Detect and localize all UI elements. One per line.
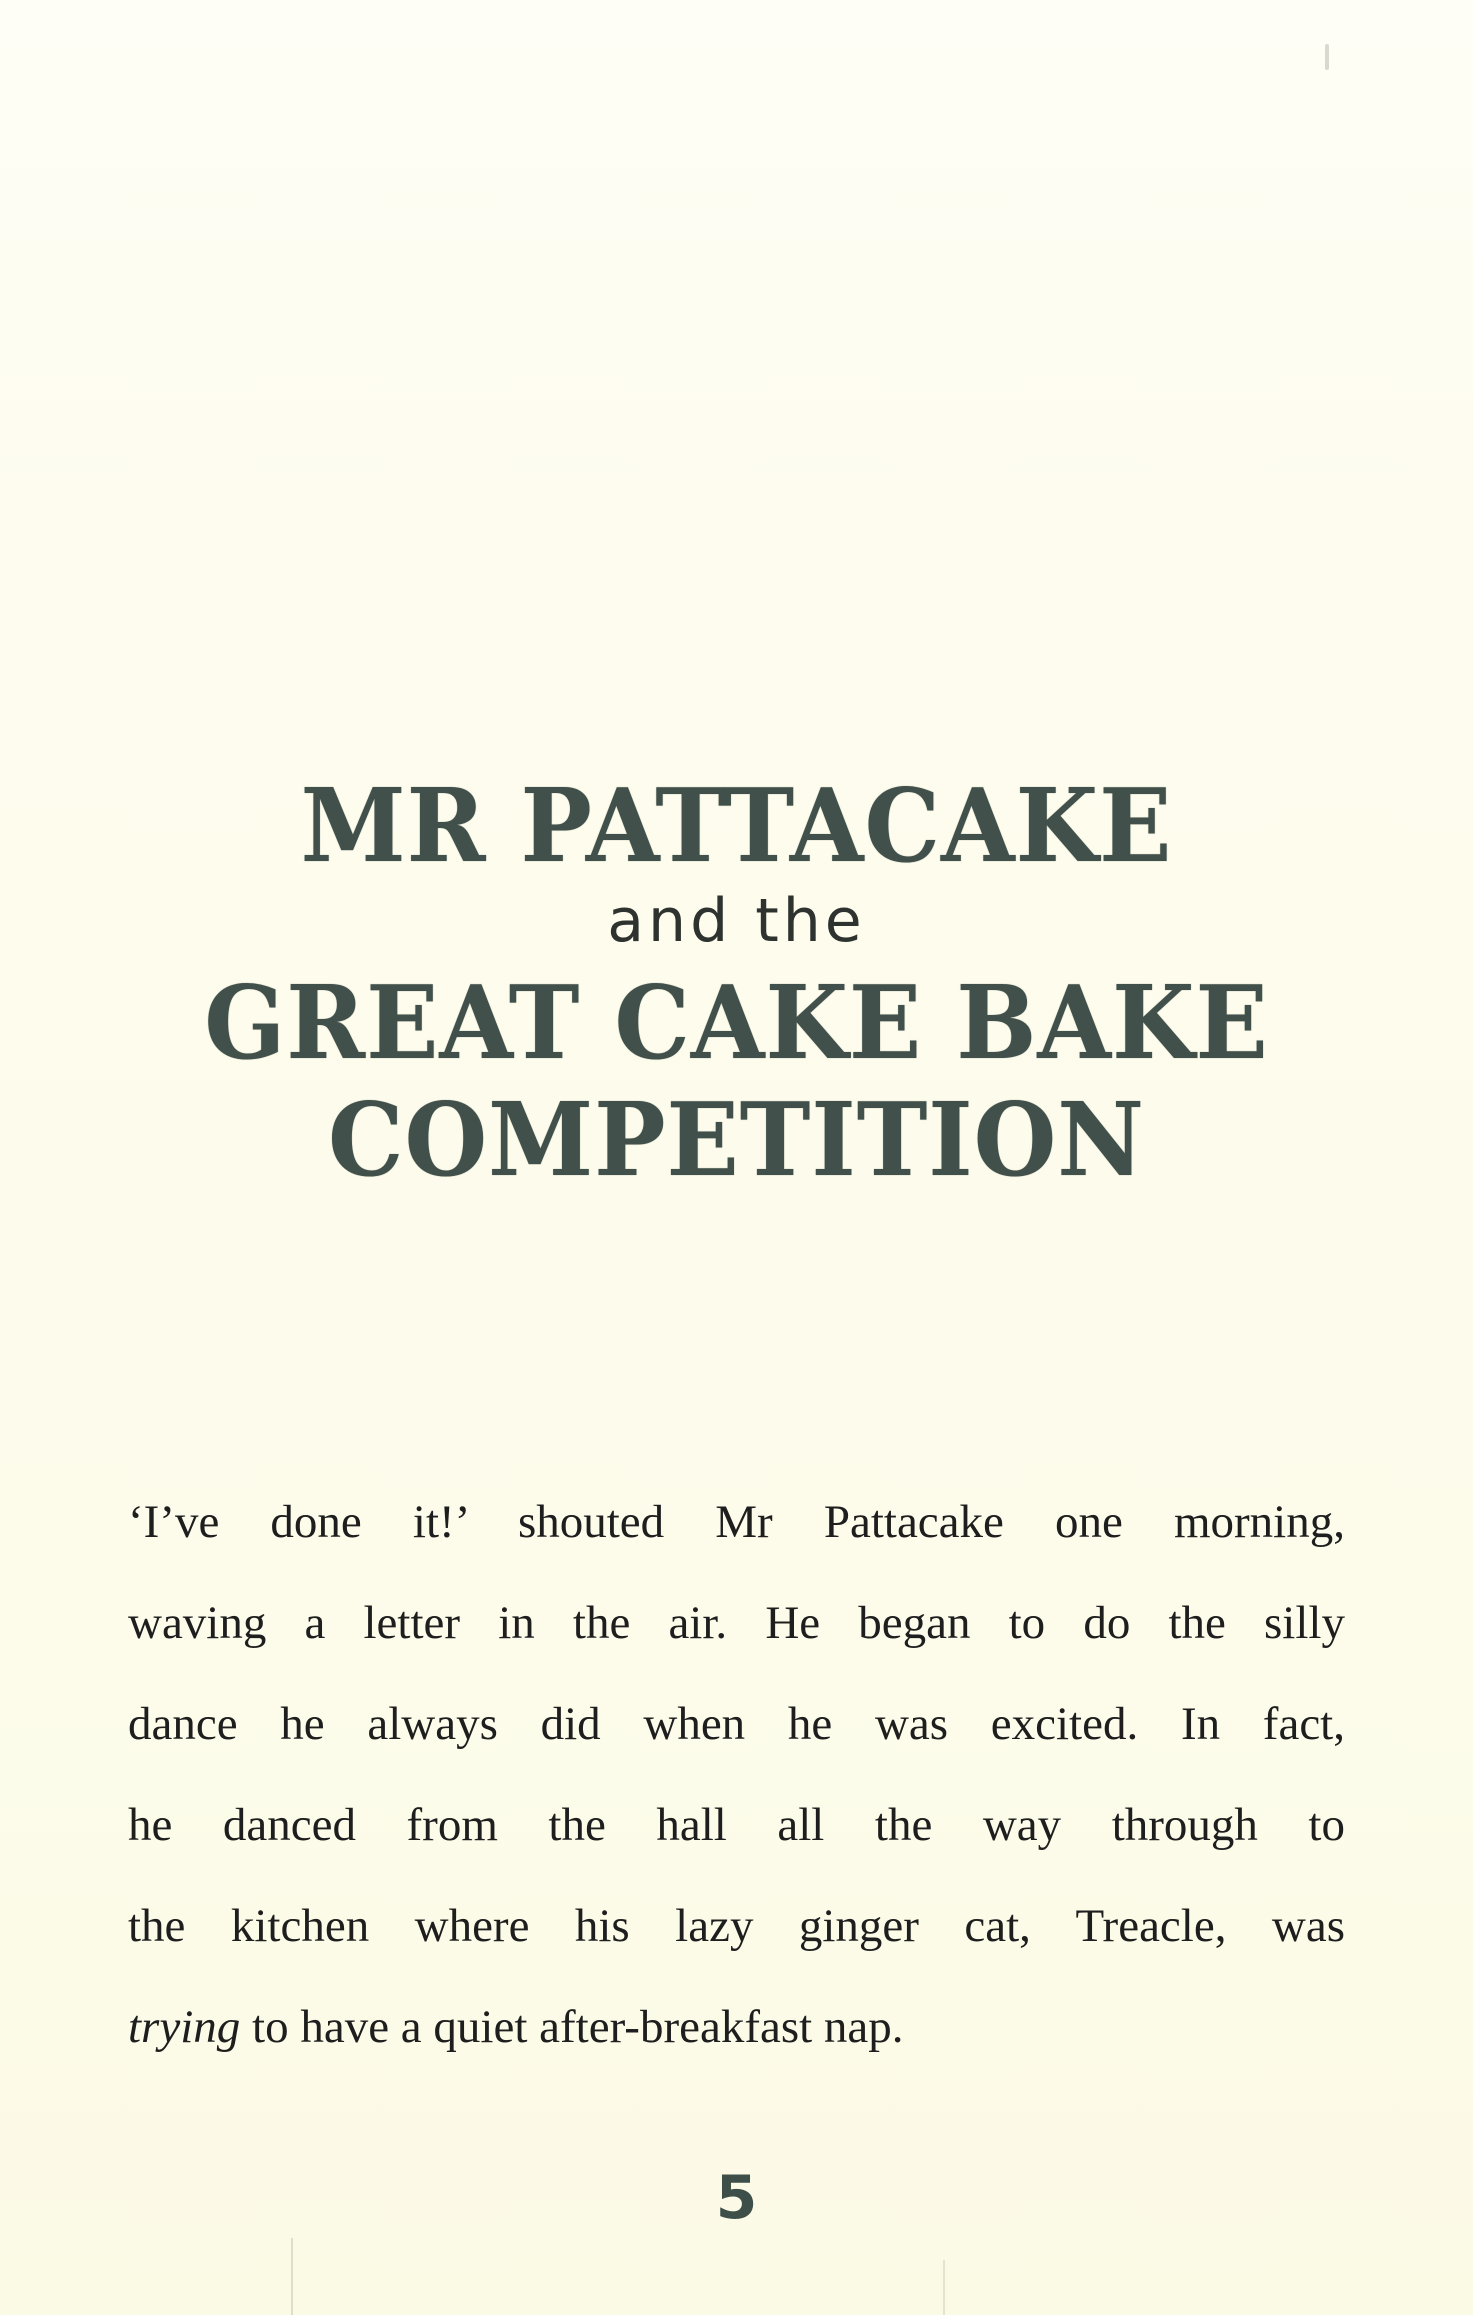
paragraph-line-6-rest: to have a quiet after-breakfast nap. — [240, 2001, 904, 2053]
book-title-line-3: COMPETITION — [327, 1080, 1146, 1200]
chapter-title-block — [0, 766, 1473, 1200]
scan-artifact-mark — [1325, 44, 1329, 70]
book-title-connector: and the — [607, 886, 866, 957]
book-title-line-1: MR PATTACAKE — [300, 766, 1173, 885]
scan-artifact-crease — [943, 2260, 945, 2315]
paragraph-line-1: ‘I’ve done it!’ shouted Mr Pattacake one morning, — [128, 1496, 1345, 1548]
paragraph-line-5: the kitchen where his lazy ginger cat, Treacle, was — [128, 1900, 1345, 1952]
italic-word: trying — [128, 2001, 241, 2053]
scan-artifact-crease — [291, 2238, 293, 2315]
book-title-line-2: GREAT CAKE BAKE — [204, 963, 1269, 1083]
page-number: 5 — [715, 2163, 758, 2233]
paragraph-line-4: he danced from the hall all the way through to — [128, 1799, 1345, 1851]
paragraph-line-6 — [128, 1977, 1345, 2078]
paragraph-line-3: dance he always did when he was excited. In fact, — [128, 1698, 1345, 1750]
paragraph-line-2: waving a letter in the air. He began to do the silly — [128, 1597, 1345, 1649]
story-paragraph — [128, 1472, 1345, 2078]
